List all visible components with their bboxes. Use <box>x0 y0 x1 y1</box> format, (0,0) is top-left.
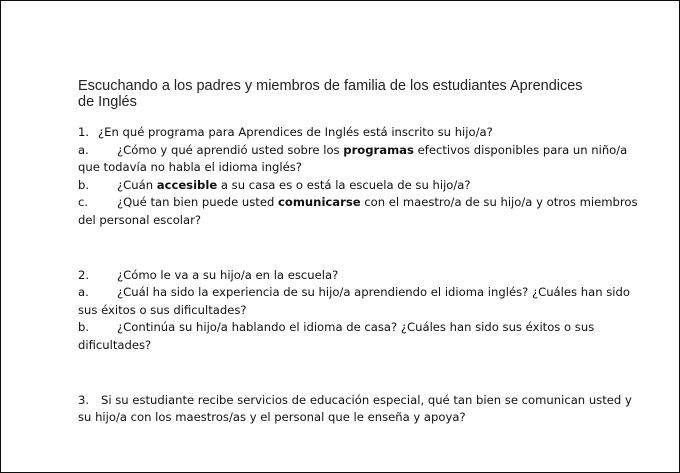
question-1c-continuation: del personal escolar? <box>78 212 202 227</box>
question-list <box>78 124 638 427</box>
spacer <box>78 354 618 374</box>
question-2b-text: ¿Continúa su hijo/a hablando el idioma de casa? ¿Cuáles han sido sus éxitos o sus <box>117 320 595 334</box>
blank-line <box>78 374 618 392</box>
question-1-text: ¿En qué programa para Aprendices de Inglés está inscrito su hijo/a? <box>98 125 493 139</box>
question-2 <box>78 267 618 285</box>
question-1-number: 1. <box>78 125 90 139</box>
question-1b <box>78 177 618 195</box>
question-1a-text-end: efectivos disponibles para un niño/a <box>413 142 628 157</box>
question-1c-text-end: con el maestro/a de su hijo/a y otros miembros <box>360 195 638 209</box>
question-3-number: 3. <box>78 392 90 407</box>
question-2a <box>78 284 630 302</box>
question-1b-text: ¿Cuán <box>117 177 157 192</box>
question-3-continuation: su hijo/a con los maestros/as y el personal que le enseña y apoya? <box>78 410 466 424</box>
question-1a-text: ¿Cómo y qué aprendió usted sobre los <box>117 142 344 157</box>
question-3 <box>78 392 632 410</box>
question-1a-continuation: que todavía no habla el idioma inglés? <box>78 160 302 174</box>
question-2b <box>78 319 618 337</box>
question-2-text: ¿Cómo le va a su hijo/a en la escuela? <box>117 267 339 282</box>
question-2a-text: ¿Cuál ha sido la experiencia de su hijo/a aprendiendo el idioma inglés? ¿Cuáles han sido <box>117 285 630 299</box>
spacer <box>78 229 618 249</box>
question-1a-label: a. <box>78 142 89 157</box>
question-3-text: Si su estudiante recibe servicios de educación especial, qué tan bien se comunican usted y <box>101 392 632 407</box>
question-1a-bold: programas <box>343 142 414 157</box>
question-1a <box>78 142 628 160</box>
question-2b-label: b. <box>78 320 90 334</box>
question-1c-label: c. <box>78 195 89 209</box>
question-2a-continuation: sus éxitos o sus dificultades? <box>78 302 247 317</box>
question-1 <box>78 124 618 142</box>
question-1c <box>78 194 638 212</box>
question-1b-text-end: a su casa es o está la escuela de su hijo/a? <box>217 177 471 192</box>
question-2-number: 2. <box>78 267 90 282</box>
question-1c-text: ¿Qué tan bien puede usted <box>117 195 279 209</box>
question-2a-label: a. <box>78 285 89 299</box>
question-1b-bold: accesible <box>156 177 218 192</box>
question-1c-bold: comunicarse <box>278 195 361 209</box>
question-1b-label: b. <box>78 177 90 192</box>
question-2b-continuation: dificultades? <box>78 337 152 352</box>
blank-line <box>78 249 618 267</box>
page-title: Escuchando a los padres y miembros de familia de los estudiantes Aprendices de Inglés <box>78 78 583 110</box>
